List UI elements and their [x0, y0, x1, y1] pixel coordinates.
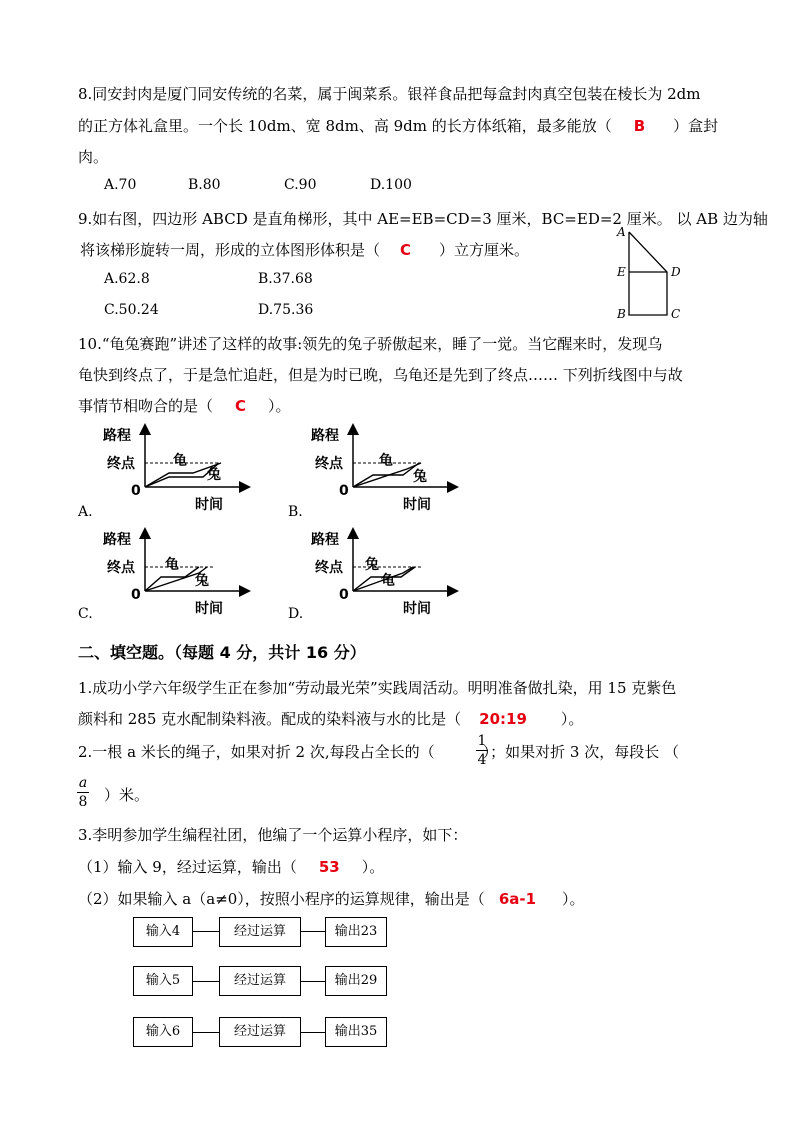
zero-label: 0 [131, 587, 141, 603]
process-box: 经过运算 [219, 966, 301, 996]
q10-answer: C [235, 397, 247, 415]
turtle-label: 龟 [165, 557, 179, 573]
finish-label: 终点 [107, 456, 135, 472]
label-d: D [671, 265, 681, 279]
output-box: 输出35 [325, 1017, 387, 1047]
f2-fraction-1 [476, 733, 488, 768]
q9-text-b: ）立方厘米。 [439, 241, 530, 259]
turtle-label: 龟 [381, 573, 395, 589]
f3-part2 [78, 888, 585, 909]
graph-option-d: D. [288, 606, 304, 622]
graph-option-c: C. [78, 606, 93, 622]
q9-answer: C [400, 241, 412, 259]
q10-line1: 10.“龟兔赛跑”讲述了这样的故事:领先的兔子骄傲起来，睡了一觉。当它醒来时，发现乌 [78, 335, 663, 353]
trapezoid-figure [615, 222, 695, 322]
zero-label: 0 [339, 587, 349, 603]
x-label: 时间 [403, 497, 431, 513]
q8-option-c: C.90 [284, 177, 317, 193]
y-label: 路程 [103, 532, 131, 548]
section-heading [78, 640, 366, 663]
q9-option-b: B.37.68 [258, 271, 313, 287]
f2-line2: ）米。 [104, 786, 150, 804]
x-label: 时间 [403, 601, 431, 617]
q10-line3 [78, 395, 291, 416]
f1-text-b: ）。 [560, 710, 584, 728]
q9-option-c: C.50.24 [104, 302, 159, 318]
label-e: E [617, 265, 626, 279]
label-a: A [617, 225, 626, 239]
graph-option-a: A. [78, 504, 93, 520]
f1-answer: 20:19 [479, 710, 527, 728]
q9-option-d: D.75.36 [258, 302, 314, 318]
finish-label: 终点 [315, 456, 343, 472]
rabbit-label: 兔 [365, 557, 379, 573]
label-b: B [617, 307, 626, 321]
f2-frac1-den: 4 [477, 752, 487, 768]
f2-frac2-num: a [78, 775, 88, 791]
turtle-label: 龟 [379, 453, 393, 469]
finish-label: 终点 [107, 560, 135, 576]
process-box: 经过运算 [219, 1017, 301, 1047]
f1-line1: 1.成功小学六年级学生正在参加“劳动最光荣”实践周活动。明明准备做扎染，用 15 克紫色 [78, 679, 677, 697]
f3-p2-answer: 6a-1 [498, 890, 537, 908]
f2-text-a: 2.一根 a 米长的绳子，如果对折 2 次,每段占全长的（ [78, 743, 435, 761]
turtle-label: 龟 [173, 453, 187, 469]
q9-line1: 9.如右图，四边形 ABCD 是直角梯形，其中 AE=EB=CD=3 厘米，BC=ED=2 厘米。 以 AB 边为轴 [78, 210, 768, 228]
output-box: 输出23 [325, 917, 387, 947]
f2-text-b: ）；如果对折 3 次，每段长 （ [482, 743, 679, 761]
q9-line2 [80, 239, 529, 260]
q8-line3: 肉。 [78, 148, 109, 166]
f3-p1-text-a: （1）输入 9，经过运算，输出（ [78, 858, 297, 876]
f3-p1-text-b: ）。 [361, 858, 385, 876]
graph-d [303, 527, 463, 619]
q8-answer: B [633, 117, 646, 135]
input-box: 输入4 [133, 917, 193, 947]
f2-frac1-num: 1 [477, 733, 487, 749]
graph-option-b: B. [288, 504, 303, 520]
q9-text-a: 将该梯形旋转一周，形成的立体图形体积是（ [80, 241, 381, 259]
rabbit-label: 兔 [207, 467, 221, 483]
q9-option-a: A.62.8 [104, 271, 150, 287]
y-label: 路程 [103, 428, 131, 444]
q8-option-d: D.100 [370, 177, 412, 193]
f3-p2-text-a: （2）如果输入 a（a≠0），按照小程序的运算规律，输出是（ [78, 890, 485, 908]
q10-text-a: 事情节相吻合的是（ [78, 397, 214, 415]
zero-label: 0 [339, 483, 349, 499]
q8-option-a: A.70 [104, 177, 137, 193]
f2-frac2-den: 8 [78, 794, 88, 810]
input-box: 输入5 [133, 966, 193, 996]
x-label: 时间 [195, 497, 223, 513]
f1-line2 [78, 708, 583, 729]
y-label: 路程 [311, 428, 339, 444]
f1-text-a: 颜料和 285 克水配制染料液。配成的染料液与水的比是（ [78, 710, 462, 728]
f3-line1: 3.李明参加学生编程社团，他编了一个运算小程序，如下： [78, 826, 468, 844]
q10-line2: 龟快到终点了，于是急忙追赶，但是为时已晚，乌龟还是先到了终点…… 下列折线图中与故 [78, 366, 683, 384]
q8-text-a: 的正方体礼盒里。一个长 10dm、宽 8dm、高 9dm 的长方体纸箱，最多能放（ [78, 117, 612, 135]
f3-p1-answer: 53 [318, 858, 340, 876]
label-c: C [671, 307, 681, 321]
graph-a [95, 423, 255, 515]
f3-p2-text-b: ）。 [562, 890, 585, 908]
y-label: 路程 [311, 532, 339, 548]
f2-line1 [78, 741, 679, 762]
output-box: 输出29 [325, 966, 387, 996]
process-box: 经过运算 [219, 917, 301, 947]
q8-option-b: B.80 [188, 177, 221, 193]
q8-line1: 8.同安封肉是厦门同安传统的名菜，属于闽菜系。银祥食品把每盒封肉真空包装在棱长为 2dm [78, 85, 701, 103]
f3-part1 [78, 856, 384, 877]
q8-line2 [78, 115, 718, 136]
f2-fraction-2 [77, 775, 89, 810]
section-note: （每题 4 分，共计 16 分） [174, 643, 366, 662]
graph-c [95, 527, 255, 619]
rabbit-label: 兔 [195, 573, 209, 589]
rabbit-label: 兔 [413, 469, 427, 485]
x-label: 时间 [195, 601, 223, 617]
q8-text-b: ）盒封 [673, 117, 719, 135]
section-title: 二、填空题。 [78, 643, 175, 662]
zero-label: 0 [131, 483, 141, 499]
q10-text-b: ）。 [268, 397, 291, 415]
graph-b [303, 423, 463, 515]
finish-label: 终点 [315, 560, 343, 576]
input-box: 输入6 [133, 1017, 193, 1047]
